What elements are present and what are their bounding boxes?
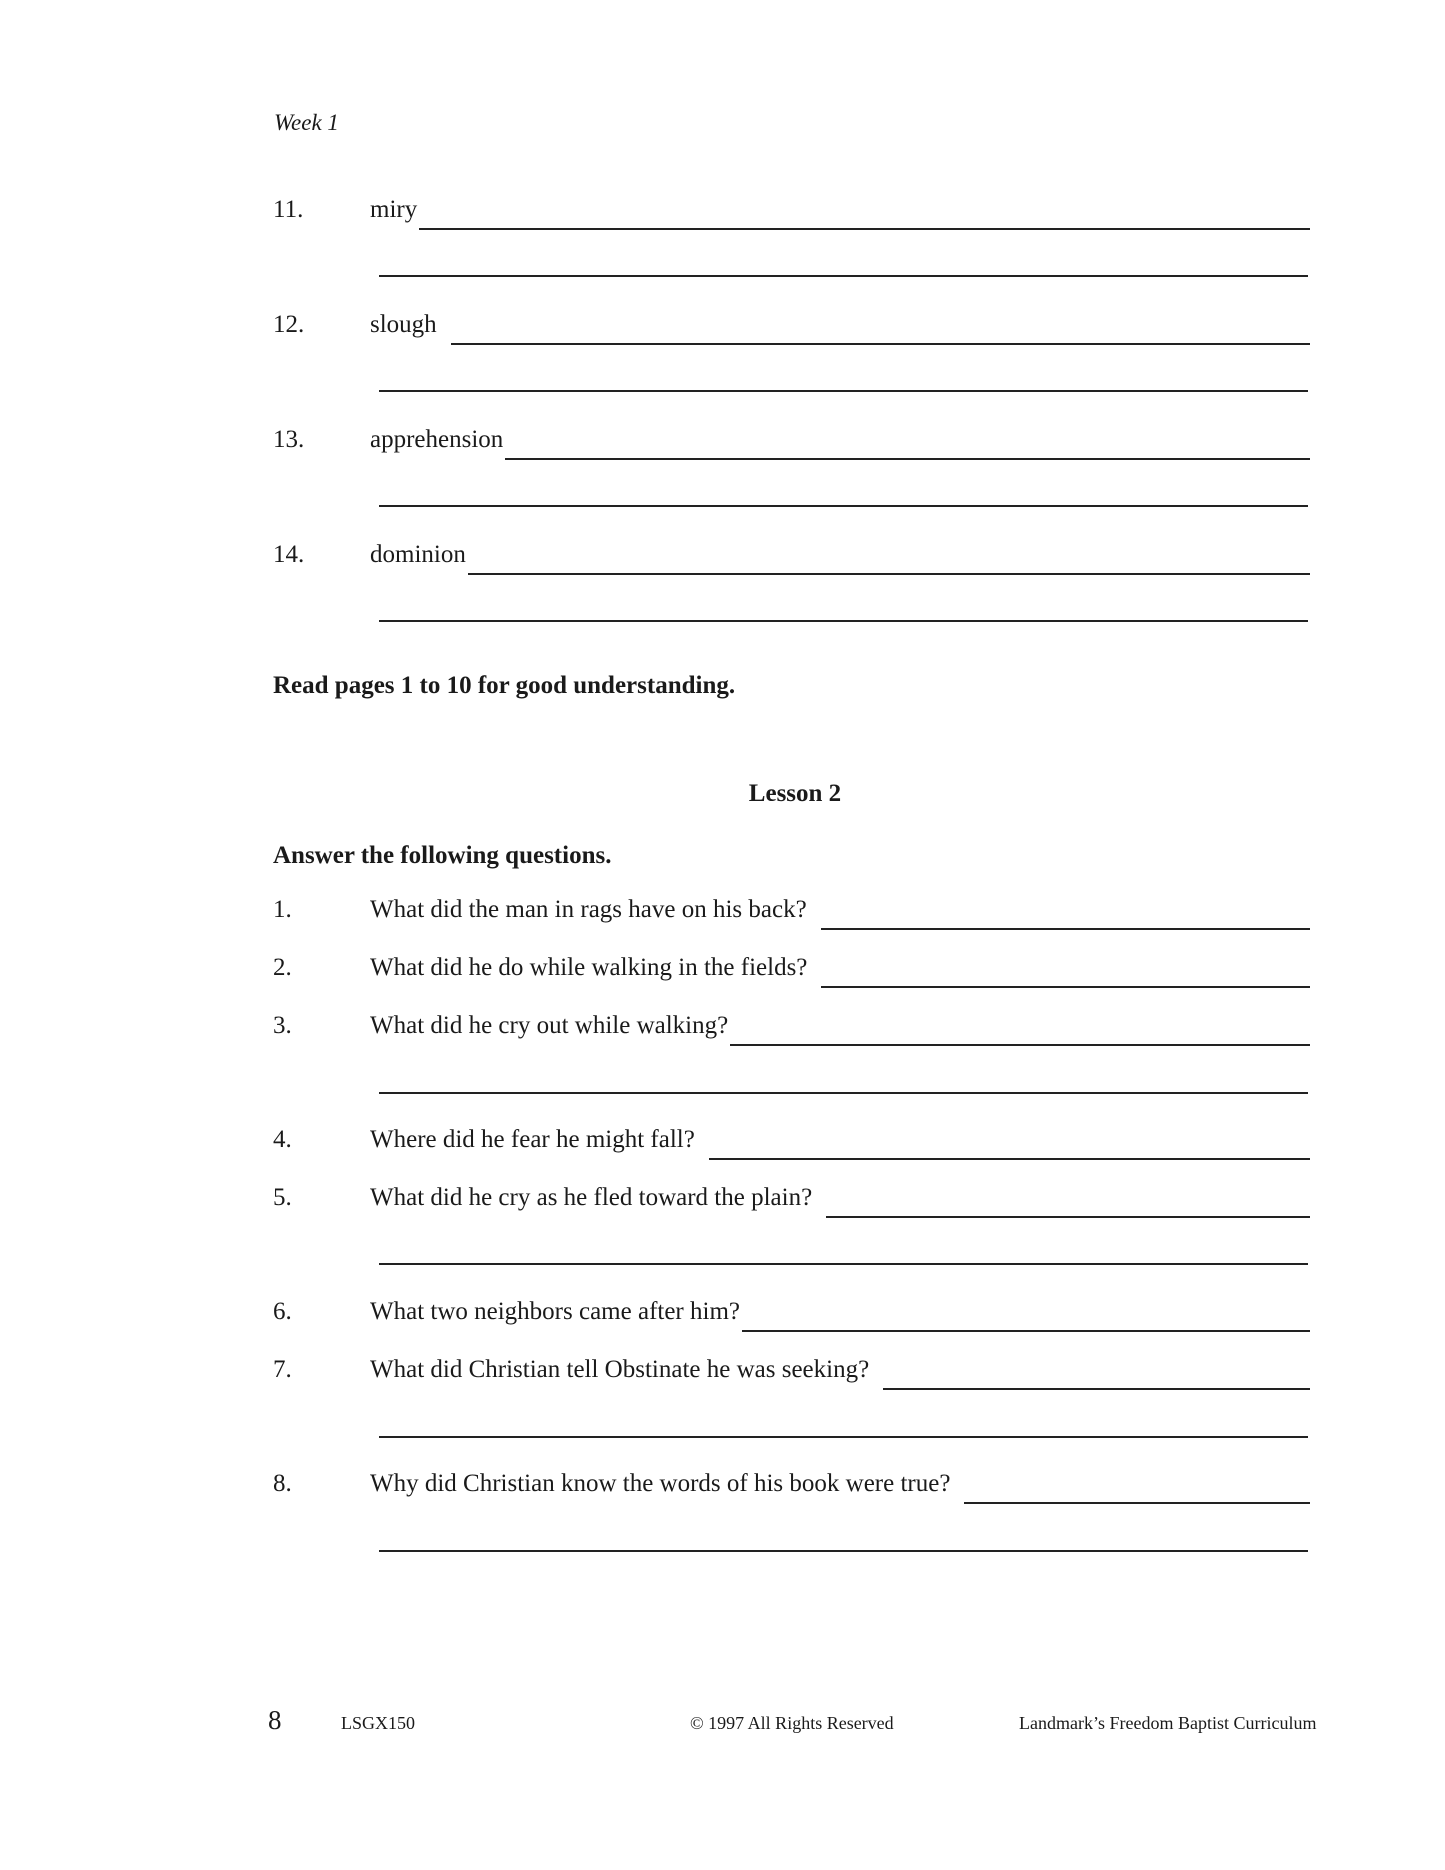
answer-line[interactable] (964, 1472, 1310, 1504)
answer-line[interactable] (742, 1300, 1310, 1332)
answer-line[interactable] (821, 956, 1310, 988)
question-text: What did he cry as he fled toward the plain? (370, 1184, 813, 1211)
question-5 (0, 1178, 1445, 1218)
question-number: 4. (273, 1126, 292, 1153)
question-1 (0, 890, 1445, 930)
answer-line[interactable] (379, 620, 1308, 622)
vocab-item-11 (0, 190, 1445, 230)
question-prompt (370, 1292, 1310, 1332)
answer-line[interactable] (379, 505, 1308, 507)
answer-line[interactable] (883, 1358, 1310, 1390)
question-3 (0, 1006, 1445, 1046)
answer-line[interactable] (451, 313, 1310, 345)
question-4 (0, 1120, 1445, 1160)
vocab-number: 12. (273, 311, 305, 338)
question-number: 1. (273, 896, 292, 923)
vocab-prompt (370, 420, 1310, 460)
question-prompt (370, 948, 1310, 988)
answer-line[interactable] (379, 275, 1308, 277)
vocab-number: 14. (273, 541, 305, 568)
answer-line[interactable] (379, 1263, 1308, 1265)
question-7 (0, 1350, 1445, 1390)
question-2 (0, 948, 1445, 988)
question-text: What did he cry out while walking? (370, 1012, 729, 1039)
question-text: Where did he fear he might fall? (370, 1126, 695, 1153)
answer-line[interactable] (505, 428, 1310, 460)
question-prompt (370, 890, 1310, 930)
question-prompt (370, 1006, 1310, 1046)
answer-line[interactable] (379, 390, 1308, 392)
answer-line[interactable] (379, 1436, 1308, 1438)
question-text: What did he do while walking in the fields? (370, 954, 808, 981)
vocab-item-13 (0, 420, 1445, 460)
vocab-word: dominion (370, 541, 466, 568)
reading-instruction: Read pages 1 to 10 for good understanding. (273, 672, 736, 699)
vocab-word: apprehension (370, 426, 504, 453)
question-number: 7. (273, 1356, 292, 1383)
vocab-number: 13. (273, 426, 305, 453)
answer-line[interactable] (826, 1186, 1310, 1218)
question-number: 3. (273, 1012, 292, 1039)
vocab-item-12 (0, 305, 1445, 345)
curriculum-code: LSGX150 (341, 1713, 416, 1733)
answer-line[interactable] (379, 1092, 1308, 1094)
vocab-item-14 (0, 535, 1445, 575)
vocab-prompt (370, 305, 1310, 345)
vocab-number: 11. (273, 196, 304, 223)
week-label: Week 1 (274, 110, 339, 135)
answer-line[interactable] (468, 543, 1310, 575)
question-prompt (370, 1464, 1310, 1504)
lesson-title: Lesson 2 (748, 780, 842, 807)
question-number: 8. (273, 1470, 292, 1497)
questions-instruction: Answer the following questions. (273, 842, 612, 869)
vocab-prompt (370, 535, 1310, 575)
answer-line[interactable] (709, 1128, 1310, 1160)
question-text: What did Christian tell Obstinate he was seeking? (370, 1356, 870, 1383)
question-6 (0, 1292, 1445, 1332)
question-prompt (370, 1120, 1310, 1160)
answer-line[interactable] (379, 1550, 1308, 1552)
answer-line[interactable] (730, 1014, 1310, 1046)
page-footer (0, 1705, 1445, 1745)
question-number: 6. (273, 1298, 292, 1325)
question-number: 2. (273, 954, 292, 981)
question-text: Why did Christian know the words of his book were true? (370, 1470, 951, 1497)
question-number: 5. (273, 1184, 292, 1211)
question-text: What two neighbors came after him? (370, 1298, 740, 1325)
answer-line[interactable] (821, 898, 1310, 930)
question-text: What did the man in rags have on his back? (370, 896, 807, 923)
question-prompt (370, 1178, 1310, 1218)
vocab-word: slough (370, 311, 437, 338)
vocab-prompt (370, 190, 1310, 230)
publisher-name: Landmark’s Freedom Baptist Curriculum (1019, 1713, 1317, 1733)
vocab-word: miry (370, 196, 418, 223)
question-8 (0, 1464, 1445, 1504)
question-prompt (370, 1350, 1310, 1390)
page-number: 8 (268, 1705, 282, 1735)
answer-line[interactable] (419, 198, 1310, 230)
copyright-notice: © 1997 All Rights Reserved (690, 1713, 894, 1733)
